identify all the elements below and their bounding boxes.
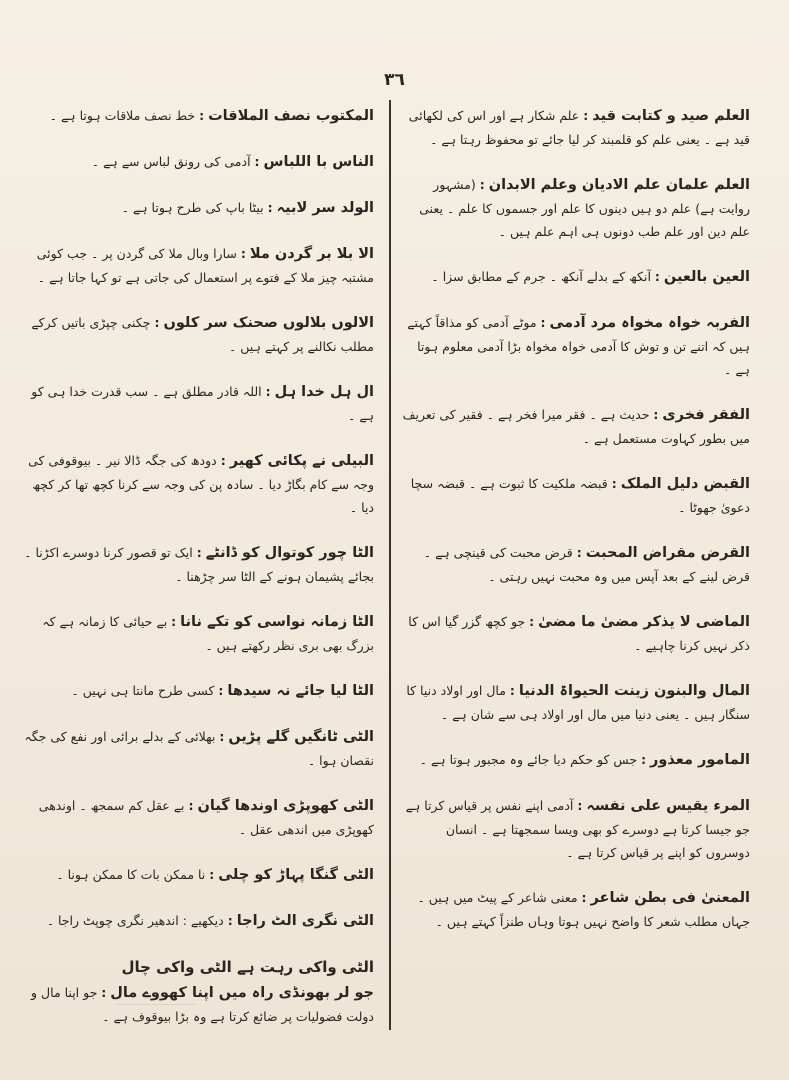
entry-meaning: (مشہور روایت ہے) علم دو ہیں دینوں کا علم اور جسموں کا علم ۔ یعنی علم دین اور علم طب دونوں ہی اہم علم ہیں ۔ [419, 177, 750, 239]
entry-meaning: علم شکار ہے اور اس کی لکھائی قید ہے ۔ یعنی علم کو قلمبند کر لیا جائے تو محفوظ رہتا ہے ۔ [408, 108, 750, 147]
entry-term: الماضی لا یذکر مضیٰ ما مضیٰ [538, 614, 750, 630]
left-column [22, 104, 374, 1050]
entry-meaning: اللہ قادر مطلق ہے ۔ سب قدرت خدا ہی کو ہے ۔ [31, 384, 374, 423]
entry-term: المال والبنون زینت الحیواۃ الدنیا [518, 683, 750, 699]
entry-term: الٹا لیا جائے نہ سیدھا [227, 683, 374, 699]
entry: الٹی گنگا پہاڑ کو چلی : نا ممکن بات کا ممکن ہونا ۔ [56, 867, 374, 883]
entry: ال ہل خدا ہل : اللہ قادر مطلق ہے ۔ سب قدرت خدا ہی کو ہے ۔ [31, 384, 374, 423]
entry: الٹی ٹانگیں گلے پڑیں : بھلائی کے بدلے برائی اور نفع کی جگہ نقصان ہوا ۔ [24, 729, 374, 768]
entry-meaning: قبضہ ملکیت کا ثبوت ہے ۔ قبضہ سچا دعویٰ جھوٹا ۔ [410, 476, 750, 515]
entry-term: الٹی گنگا پہاڑ کو چلی [218, 867, 374, 883]
column-divider [389, 100, 391, 1030]
entry-term: الناس با اللباس [263, 154, 374, 170]
entry-meaning: بیٹا باپ کی طرح ہوتا ہے ۔ [121, 200, 264, 215]
entry-meaning: کسی طرح مانتا ہی نہیں ۔ [71, 683, 215, 698]
entry: الٹی نگری الٹ راجا : دیکھیے : اندھیر نگری چوپٹ راجا ۔ [46, 913, 374, 929]
entry: المکتوب نصف الملاقات : خط نصف ملاقات ہوتا ہے ۔ [49, 108, 374, 124]
entry: الٹی کھوپڑی اوندھا گیان : بے عقل کم سمجھ ۔ اوندھی کھوپڑی میں اندھی عقل ۔ [38, 798, 374, 837]
entry-meaning: دیکھیے : اندھیر نگری چوپٹ راجا ۔ [46, 913, 224, 928]
entry: الالوں بلالوں صحنک سر کلوں : چکنی چپڑی باتیں کرکے مطلب نکالنے پر کہتے ہیں ۔ [31, 315, 374, 354]
entry-term: العین بالعین [663, 269, 750, 285]
entry-term: جو لر بھونڈی راہ میں اپنا کھووے مال [110, 985, 374, 1001]
entry-term: القبض دلیل الملک [620, 476, 750, 492]
entry-term: الفربہ خواہ مخواہ مرد آدمی [549, 315, 750, 331]
entry-term: المکتوب نصف الملاقات [208, 108, 374, 124]
entry-meaning: معنی شاعر کے پیٹ میں ہیں ۔ جہاں مطلب شعر کا واضح نہیں ہوتا وہاں طنزاً کہتے ہیں ۔ [417, 890, 750, 929]
entry-meaning: جس کو حکم دیا جائے وہ مجبور ہوتا ہے ۔ [419, 752, 638, 767]
entry-meaning: موٹے آدمی کو مذاقاً کہتے ہیں کہ اتنے تن و توش کا آدمی خواہ مخواہ بڑا آدمی معلوم ہوتا ہے ۔ [407, 315, 750, 377]
entry-term: الٹی ٹانگیں گلے پڑیں [228, 729, 374, 745]
entry-term: المرء یقیس علی نفسہ [586, 798, 750, 814]
entry-meaning: آدمی اپنے نفس پر قیاس کرتا ہے جو جیسا کرتا ہے دوسرے کو بھی ویسا سمجھتا ہے ۔ انسان دوسروں کو اپنے پر قیاس کرتا ہے ۔ [405, 798, 750, 860]
entry-meaning: نا ممکن بات کا ممکن ہونا ۔ [56, 867, 206, 882]
entry-meaning: آدمی کی رونق لباس سے ہے ۔ [91, 154, 251, 169]
right-column [402, 104, 750, 955]
entry: الفقر فخری : حدیث ہے ۔ فقر میرا فخر ہے ۔ فقیر کی تعریف میں بطور کہاوت مستعمل ہے ۔ [402, 407, 750, 446]
entry-heading: الٹی واکی رہت ہے الٹی واکی چال [121, 958, 374, 976]
page-number: ۳٦ [384, 70, 405, 90]
entry: القرض مقراض المحبت : قرض محبت کی قینچی ہے ۔ قرض لینے کے بعد آپس میں وہ محبت نہیں رہتی ۔ [423, 545, 750, 584]
entry-meaning: چکنی چپڑی باتیں کرکے مطلب نکالنے پر کہتے ہیں ۔ [31, 315, 374, 354]
entry-meaning: قرض محبت کی قینچی ہے ۔ قرض لینے کے بعد آپس میں وہ محبت نہیں رہتی ۔ [423, 545, 750, 584]
entry-term: الٹا زمانہ نواسی کو تکے نانا [180, 614, 374, 630]
entry-meaning: مال اور اولاد دنیا کا سنگار ہیں ۔ یعنی دنیا میں مال اور اولاد ہی سے شان ہے ۔ [406, 683, 750, 722]
entry: المرء یقیس علی نفسہ : آدمی اپنے نفس پر قیاس کرتا ہے جو جیسا کرتا ہے دوسرے کو بھی ویسا سمجھتا ہے ۔ انسان دوسروں کو اپنے پر قیاس کرتا ہے ۔ [405, 798, 750, 860]
entry: الا بلا بر گردن ملا : سارا وبال ملا کی گردن پر ۔ جب کوئی مشتبہ چیز ملا کے فتوے پر استعمال کی جاتی ہے تو کہا جاتا ہے ۔ [36, 246, 374, 285]
entry: العلم علمان علم الادیان وعلم الابدان : (مشہور روایت ہے) علم دو ہیں دینوں کا علم اور جسموں کا علم ۔ یعنی علم دین اور علم طب دونوں ہی اہم علم ہیں ۔ [419, 177, 750, 239]
entry: الٹا چور کوتوال کو ڈانٹے : ایک تو قصور کرنا دوسرے اکڑنا ۔ بجائے پشیمان ہونے کے الٹا سر چڑھنا ۔ [24, 545, 374, 584]
faded-margin-mark [116, 1004, 196, 1019]
entry-term: المعنیٰ فی بطن شاعر [590, 890, 750, 906]
entry-meaning: خط نصف ملاقات ہوتا ہے ۔ [49, 108, 196, 123]
entry-term: الالوں بلالوں صحنک سر کلوں [163, 315, 374, 331]
entry-meaning: بھلائی کے بدلے برائی اور نفع کی جگہ نقصان ہوا ۔ [24, 729, 374, 768]
entry: الولد سر لابیہ : بیٹا باپ کی طرح ہوتا ہے ۔ [121, 200, 374, 216]
entry-term: الٹی نگری الٹ راجا [236, 913, 374, 929]
entry: المامور معذور : جس کو حکم دیا جائے وہ مجبور ہوتا ہے ۔ [419, 752, 750, 768]
entry-term: العلم علمان علم الادیان وعلم الابدان [488, 177, 750, 193]
entry: العین بالعین : آنکھ کے بدلے آنکھ ۔ جرم کے مطابق سزا ۔ [431, 269, 750, 285]
entry-meaning: حدیث ہے ۔ فقر میرا فخر ہے ۔ فقیر کی تعریف میں بطور کہاوت مستعمل ہے ۔ [402, 407, 750, 446]
entry-term: العلم صید و کتابت قید [592, 108, 750, 124]
entry-meaning: سارا وبال ملا کی گردن پر ۔ جب کوئی مشتبہ چیز ملا کے فتوے پر استعمال کی جاتی ہے تو کہا جاتا ہے ۔ [36, 246, 374, 285]
entry-meaning: جو کچھ گزر گیا اس کا ذکر نہیں کرنا چاہیے ۔ [408, 614, 750, 653]
entry: الٹی واکی رہت ہے الٹی واکی چال جو لر بھونڈی راہ میں اپنا کھووے مال : جو اپنا مال و دولت فضولیات پر ضائع کرتا ہے وہ بڑا بیوقوف ہے ۔ [22, 955, 374, 1028]
entry: المال والبنون زینت الحیواۃ الدنیا : مال اور اولاد دنیا کا سنگار ہیں ۔ یعنی دنیا میں مال اور اولاد ہی سے شان ہے ۔ [406, 683, 750, 722]
entry: العلم صید و کتابت قید : علم شکار ہے اور اس کی لکھائی قید ہے ۔ یعنی علم کو قلمبند کر لیا جائے تو محفوظ رہتا ہے ۔ [408, 108, 750, 147]
entry-term: ال ہل خدا ہل [274, 384, 374, 400]
entry-term: الٹی کھوپڑی اوندھا گیان [197, 798, 374, 814]
entry-term: القرض مقراض المحبت [585, 545, 750, 561]
entry-term: الٹا چور کوتوال کو ڈانٹے [205, 545, 374, 561]
entry-meaning: بے حیائی کا زمانہ ہے کہ بزرگ بھی بری نظر رکھتے ہیں ۔ [42, 614, 374, 653]
entry-meaning: آنکھ کے بدلے آنکھ ۔ جرم کے مطابق سزا ۔ [431, 269, 651, 284]
entry-term: المامور معذور [650, 752, 750, 768]
entry-term: الا بلا بر گردن ملا [249, 246, 374, 262]
entry-term: الولد سر لابیہ [276, 200, 374, 216]
entry-meaning: دودھ کی جگہ ڈالا نیر ۔ بیوقوفی کی وجہ سے کام بگاڑ دیا ۔ سادہ پن کی وجہ سے کرنا کچھ تھا کر کچھ دیا ۔ [28, 453, 374, 515]
entry-meaning: جو اپنا مال و دولت فضولیات پر ضائع کرتا ہے وہ بڑا بیوقوف ہے ۔ [31, 985, 374, 1024]
entry: الماضی لا یذکر مضیٰ ما مضیٰ : جو کچھ گزر گیا اس کا ذکر نہیں کرنا چاہیے ۔ [408, 614, 750, 653]
entry: الناس با اللباس : آدمی کی رونق لباس سے ہے ۔ [91, 154, 374, 170]
entry-term: الفقر فخری [662, 407, 750, 423]
entry: البیلی نے پکائی کھیر : دودھ کی جگہ ڈالا نیر ۔ بیوقوفی کی وجہ سے کام بگاڑ دیا ۔ سادہ پن کی وجہ سے کرنا کچھ تھا کر کچھ دیا ۔ [28, 453, 374, 515]
entry-meaning: بے عقل کم سمجھ ۔ اوندھی کھوپڑی میں اندھی عقل ۔ [38, 798, 374, 837]
entry: القبض دلیل الملک : قبضہ ملکیت کا ثبوت ہے ۔ قبضہ سچا دعویٰ جھوٹا ۔ [410, 476, 750, 515]
entry-meaning: ایک تو قصور کرنا دوسرے اکڑنا ۔ بجائے پشیمان ہونے کے الٹا سر چڑھنا ۔ [24, 545, 374, 584]
entry-term: البیلی نے پکائی کھیر [229, 453, 374, 469]
entry: الٹا لیا جائے نہ سیدھا : کسی طرح مانتا ہی نہیں ۔ [71, 683, 374, 699]
entry: الٹا زمانہ نواسی کو تکے نانا : بے حیائی کا زمانہ ہے کہ بزرگ بھی بری نظر رکھتے ہیں ۔ [42, 614, 374, 653]
entry: الفربہ خواہ مخواہ مرد آدمی : موٹے آدمی کو مذاقاً کہتے ہیں کہ اتنے تن و توش کا آدمی خواہ مخواہ بڑا آدمی معلوم ہوتا ہے ۔ [407, 315, 750, 377]
entry: المعنیٰ فی بطن شاعر : معنی شاعر کے پیٹ میں ہیں ۔ جہاں مطلب شعر کا واضح نہیں ہوتا وہاں طنزاً کہتے ہیں ۔ [417, 890, 750, 929]
